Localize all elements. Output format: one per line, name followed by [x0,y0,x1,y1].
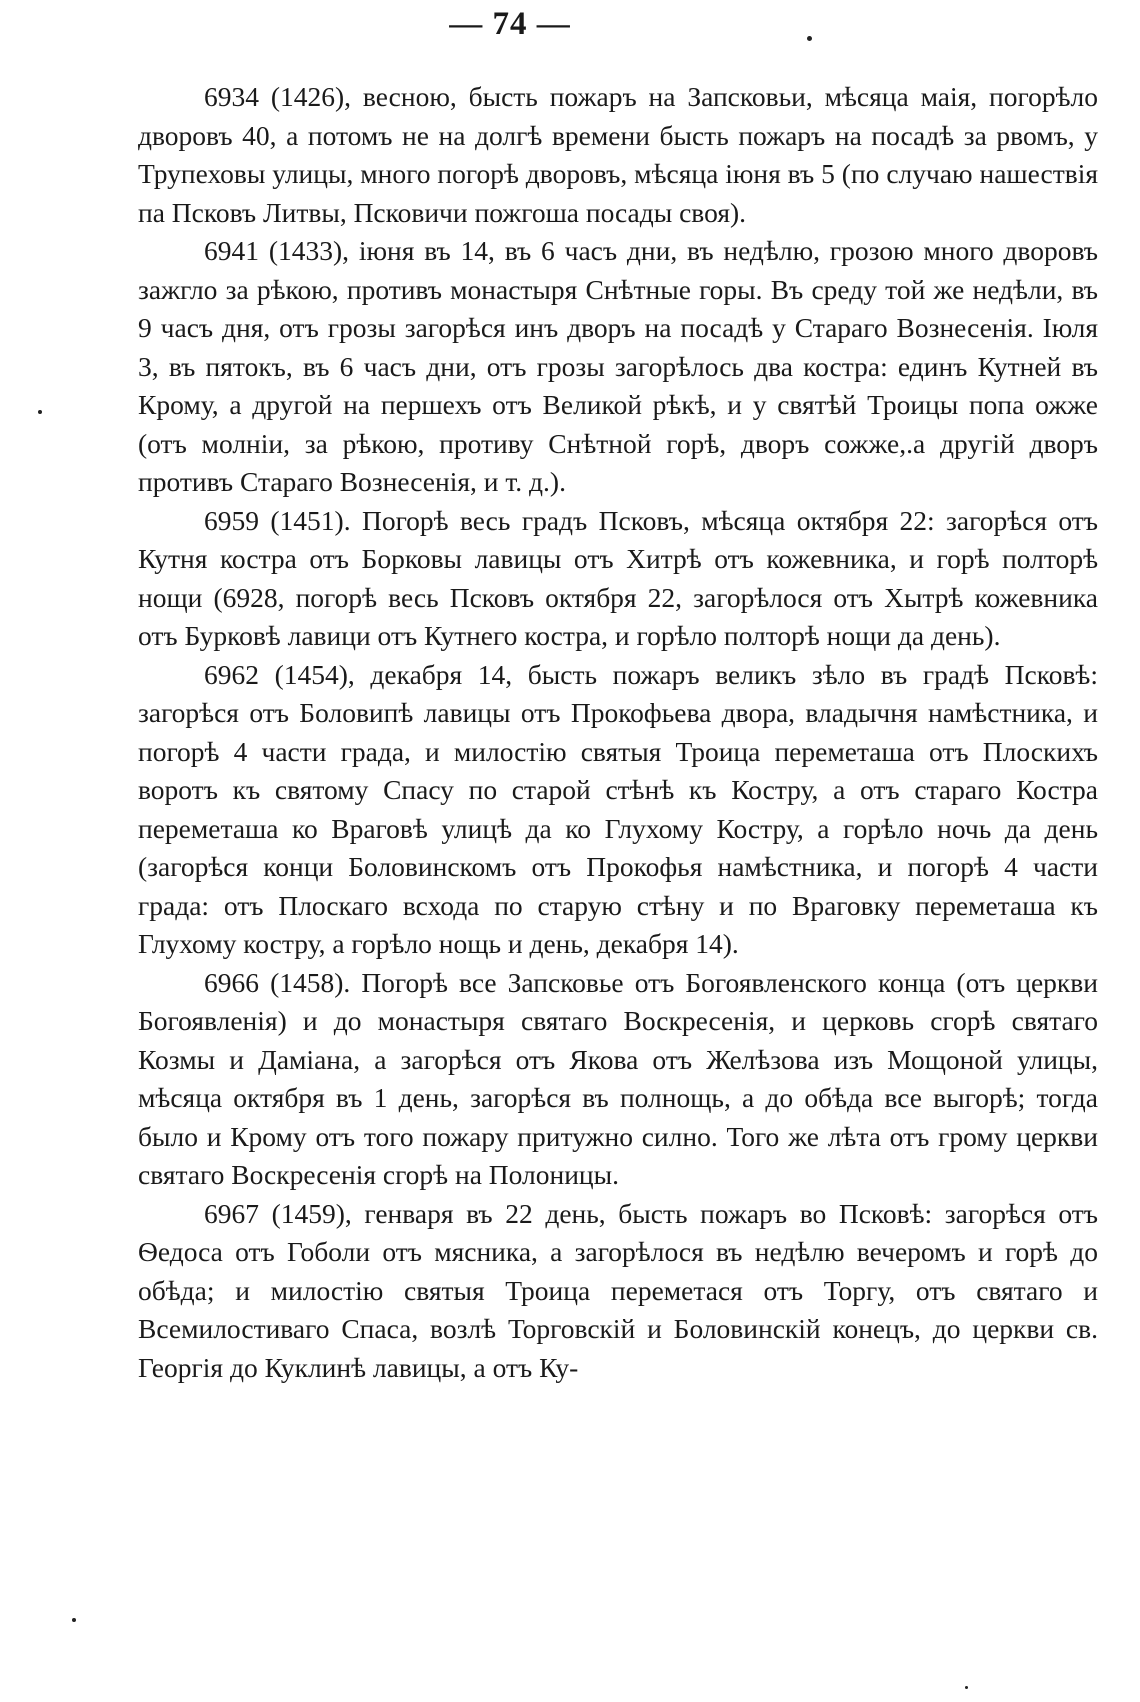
entry-1458: 6966 (1458). Погорѣ все Запсковье отъ Богоявленского конца (отъ церкви Богоявленія) и до монастыря святаго Воскресенія, и церковь сгорѣ святаго Козмы и Даміана, а загорѣся отъ Якова отъ Желѣзова изъ Мощоной улицы, мѣсяца октября въ 1 день, загорѣся въ полнощь, а до обѣда все выгорѣ; тогда было и Крому отъ того пожару притужно силно. Того же лѣта отъ грому церкви святаго Воскресенія сгорѣ на Полоницы. [138,966,1098,1190]
body-text [138,78,1098,1387]
scan-speck [965,1686,968,1689]
entry-1426: 6934 (1426), весною, бысть пожаръ на Запсковьи, мѣсяца маія, погорѣло дворовъ 40, а потомъ не на долгѣ времени бысть пожаръ на посадѣ за рвомъ, у Трупеховы улицы, много погорѣ дворовъ, мѣсяца іюня въ 5 (по случаю нашествія па Псковъ Литвы, Псковичи пожгоша посады своя). [138,81,1098,228]
entry-1459: 6967 (1459), генваря въ 22 день, бысть пожаръ во Псковѣ: загорѣся отъ Ѳедоса отъ Гоболи отъ мясника, а загорѣлося въ недѣлю вечеромъ и горѣ до обѣда; и милостію святыя Троица переметася отъ Торгу, отъ святаго и Всемилостиваго Спаса, возлѣ Торговскій и Боловинскій конецъ, до церкви св. Георгія до Куклинѣ лавицы, а отъ Ку- [138,1197,1098,1383]
scan-speck [72,1618,76,1622]
entry-1454: 6962 (1454), декабря 14, бысть пожаръ великъ зѣло въ градѣ Псковѣ: загорѣся отъ Боловипѣ лавицы отъ Прокофьева двора, владычня намѣстника, и погорѣ 4 части града, и милостію святыя Троица переметаша отъ Плоскихъ воротъ къ святому Спасу по старой стѣнѣ къ Костру, а отъ стараго Костра переметаша ко Враговѣ улицѣ да ко Глухому Костру, а горѣло ночь да день (загорѣся конци Боловинскомъ отъ Прокофья намѣстника, и погорѣ 4 части града: отъ Плоскаго всхода по старую стѣну и по Враговку переметаша къ Глухому костру, а горѣло нощь и день, декабря 14). [138,658,1098,959]
scan-speck [807,36,812,41]
scan-speck [38,410,42,414]
entry-1451: 6959 (1451). Погорѣ весь градъ Псковъ, мѣсяца октября 22: загорѣся отъ Кутня костра отъ Борковы лавицы отъ Хитрѣ отъ кожевника, и горѣ полторѣ нощи (6928, погорѣ весь Псковъ октября 22, загорѣлося отъ Хытрѣ кожевника отъ Бурковѣ лавици отъ Кутнего костра, и горѣло полторѣ нощи да день). [138,504,1098,651]
entry-1433: 6941 (1433), іюня въ 14, въ 6 часъ дни, въ недѣлю, грозою много дворовъ зажгло за рѣкою, противъ монастыря Снѣтные горы. Въ среду той же недѣли, въ 9 часъ дня, отъ грозы загорѣся инъ дворъ на посадѣ у Стараго Вознесенія. Іюля 3, въ пятокъ, въ 6 часъ дни, отъ грозы загорѣлось два костра: единъ Кутней въ Крому, а другой на першехъ отъ Великой рѣкѣ, и у святѣй Троицы попа ожже (отъ молніи, за рѣкою, противу Снѣтной горѣ, дворъ сожже,.а другій дворъ противъ Стараго Вознесенія, и т. д.). [138,235,1098,497]
page-number: — 74 — [449,6,571,42]
